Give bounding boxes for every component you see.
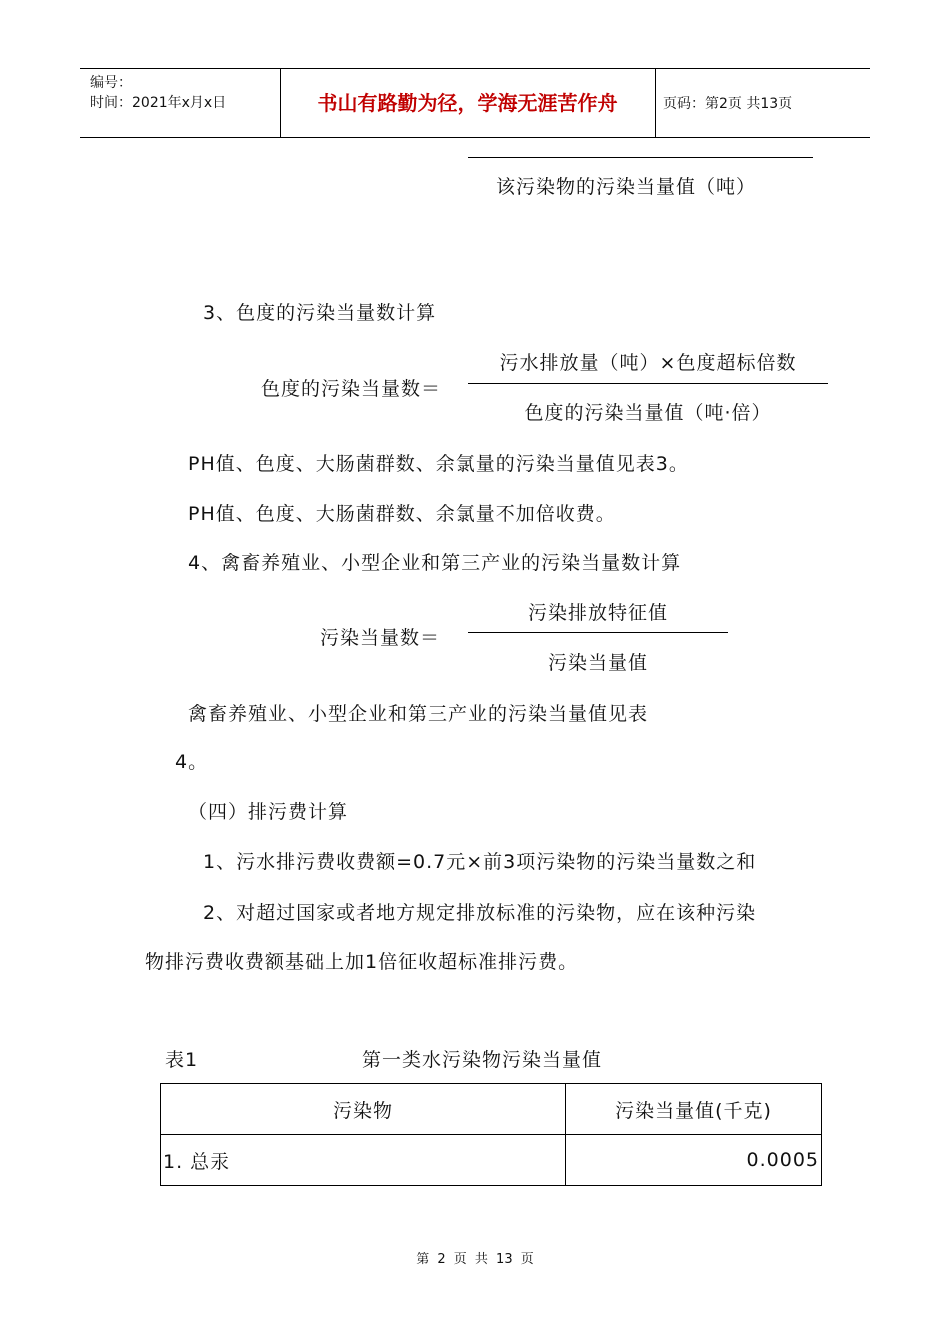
fraction-bar xyxy=(468,383,828,384)
paragraph: PH值、色度、大肠菌群数、余氯量的污染当量值见表3。 xyxy=(188,453,689,475)
paragraph: 2、对超过国家或者地方规定排放标准的污染物，应在该种污染 xyxy=(203,902,757,924)
fraction-bar xyxy=(468,157,813,158)
formula-numerator: 污染排放特征值 xyxy=(527,602,668,624)
formula-denominator: 污染当量值 xyxy=(547,652,648,674)
fraction-bar xyxy=(468,632,728,633)
paragraph: 禽畜养殖业、小型企业和第三产业的污染当量值见表 xyxy=(188,703,649,725)
paragraph: 4。 xyxy=(175,751,209,773)
fraction-denominator: 该污染物的污染当量值（吨） xyxy=(496,176,757,198)
value-cell: 0.0005 xyxy=(566,1135,822,1186)
pollutant-cell: 1. 总汞 xyxy=(161,1135,566,1186)
column-header: 污染物 xyxy=(161,1084,566,1135)
section-heading: （四）排污费计算 xyxy=(188,801,349,823)
table-label: 表1 xyxy=(165,1049,199,1071)
header-meta xyxy=(90,73,226,113)
formula-lhs: 污染当量数＝ xyxy=(320,627,441,649)
code-label: 编号： xyxy=(90,75,132,91)
table-title: 第一类水污染物污染当量值 xyxy=(362,1049,603,1071)
table-row xyxy=(161,1135,822,1186)
paragraph: 物排污费收费额基础上加1倍征收超标准排污费。 xyxy=(145,951,579,973)
section-heading: 3、色度的污染当量数计算 xyxy=(203,302,437,324)
header-motto: 书山有路勤为径，学海无涯苦作舟 xyxy=(317,91,618,115)
formula-denominator: 色度的污染当量值（吨·倍） xyxy=(524,402,772,424)
page-footer: 第 2 页 共 13 页 xyxy=(416,1252,534,1267)
section-heading: 4、禽畜养殖业、小型企业和第三产业的污染当量数计算 xyxy=(188,552,682,574)
header-divider xyxy=(655,69,656,137)
header-page-label: 页码：第2页 共13页 xyxy=(663,96,793,112)
column-header: 污染当量值(千克) xyxy=(566,1084,822,1135)
pollutant-table xyxy=(160,1083,822,1186)
table-header-row xyxy=(161,1084,822,1135)
formula-lhs: 色度的污染当量数＝ xyxy=(261,378,442,400)
paragraph: 1、污水排污费收费额=0.7元×前3项污染物的污染当量数之和 xyxy=(203,851,757,873)
page-header xyxy=(80,68,870,138)
paragraph: PH值、色度、大肠菌群数、余氯量不加倍收费。 xyxy=(188,503,616,525)
date-label: 时间：2021年x月x日 xyxy=(90,95,227,111)
formula-numerator: 污水排放量（吨）×色度超标倍数 xyxy=(499,352,797,374)
